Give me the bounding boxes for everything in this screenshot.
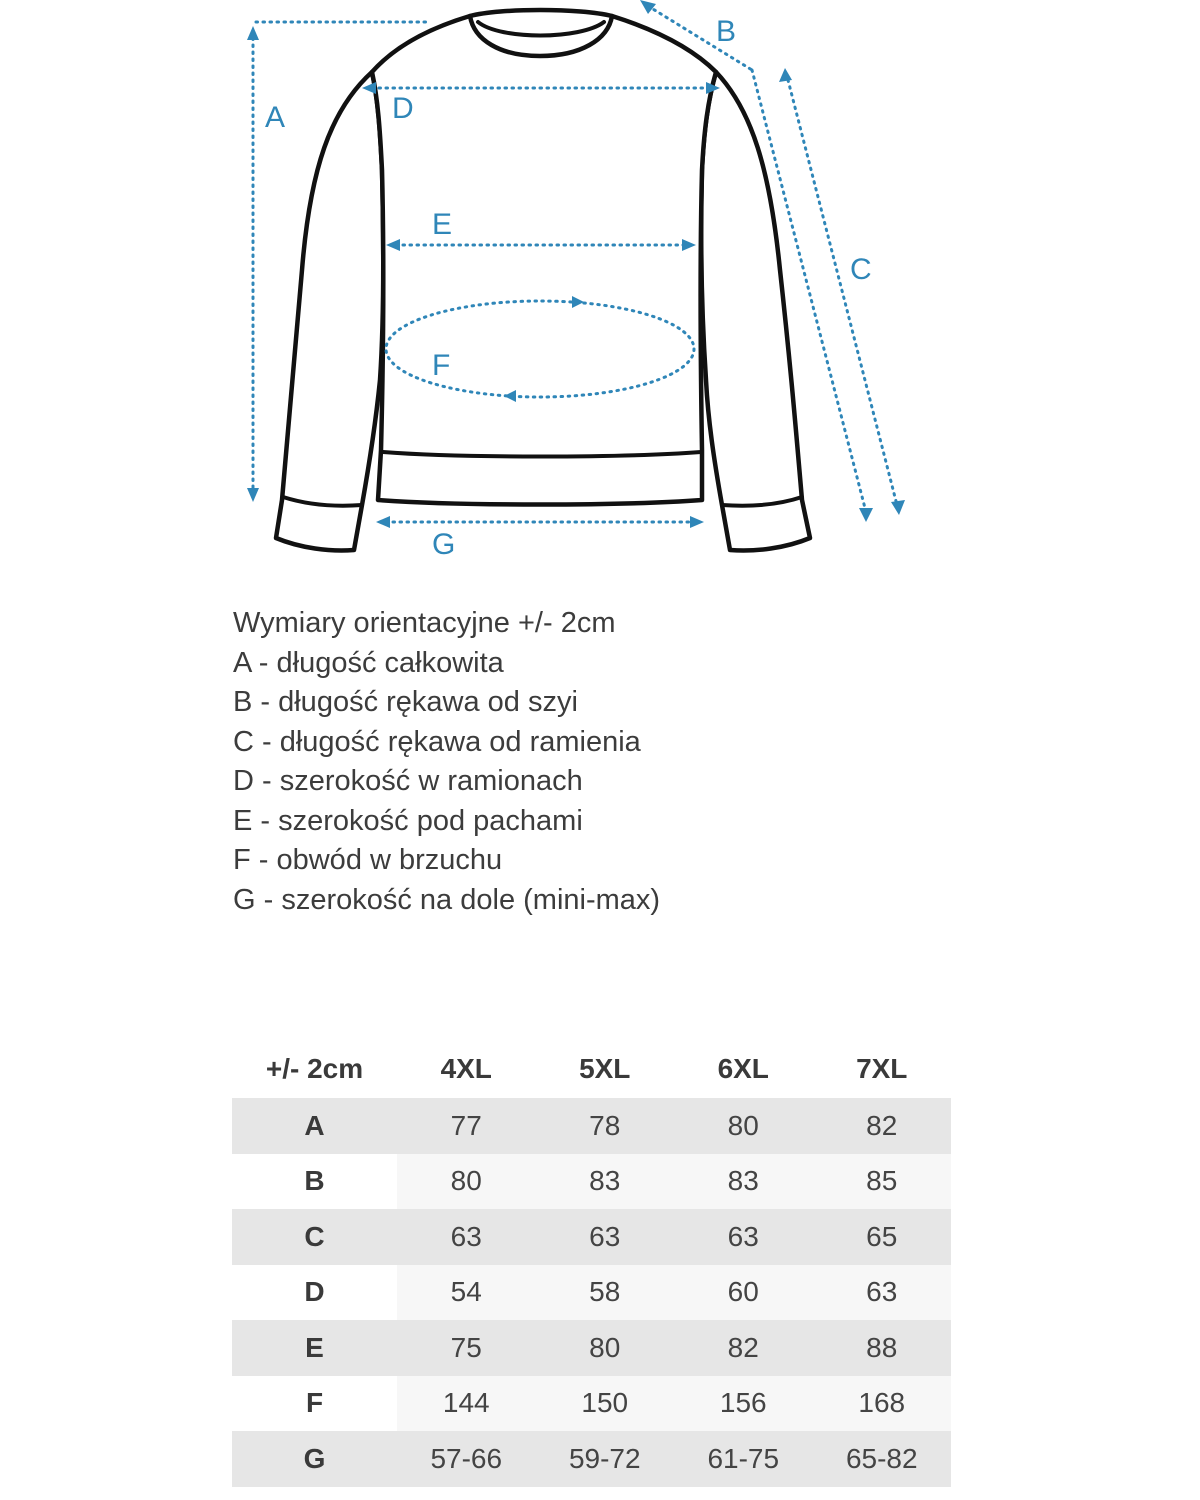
sweater-measurement-diagram: [0, 0, 1200, 580]
table-header-row: [232, 1040, 951, 1098]
row-label: C: [232, 1209, 397, 1265]
row-label: D: [232, 1265, 397, 1321]
table-cell: 85: [813, 1154, 952, 1210]
table-cell: 63: [397, 1209, 536, 1265]
label-f: F: [432, 349, 451, 382]
table-cell: 63: [536, 1209, 675, 1265]
table-row: [232, 1098, 951, 1154]
legend-item-b: B - długość rękawa od szyi: [233, 686, 578, 718]
table-cell: 144: [397, 1376, 536, 1432]
table-cell: 77: [397, 1098, 536, 1154]
table-cell: 82: [813, 1098, 952, 1154]
table-cell: 150: [536, 1376, 675, 1432]
table-cell: 83: [536, 1154, 675, 1210]
table-row: [232, 1320, 951, 1376]
table-row: [232, 1154, 951, 1210]
sweater-body: [372, 16, 716, 505]
table-cell: 65: [813, 1209, 952, 1265]
table-cell: 83: [674, 1154, 813, 1210]
table-cell: 59-72: [536, 1431, 675, 1487]
table-cell: 60: [674, 1265, 813, 1321]
row-label: F: [232, 1376, 397, 1432]
label-d: D: [392, 92, 414, 125]
legend-item-g: G - szerokość na dole (mini-max): [233, 883, 661, 916]
table-cell: 61-75: [674, 1431, 813, 1487]
row-label: G: [232, 1431, 397, 1487]
header-size: 5XL: [579, 1053, 631, 1084]
table-row: [232, 1431, 951, 1487]
sweater-outline: [276, 10, 810, 551]
legend-title: Wymiary orientacyjne +/- 2cm: [233, 607, 616, 639]
row-label: B: [232, 1154, 397, 1210]
table-cell: 80: [536, 1320, 675, 1376]
measure-g: [376, 516, 704, 561]
table-cell: 65-82: [813, 1431, 952, 1487]
row-label: E: [232, 1320, 397, 1376]
header-tolerance: +/- 2cm: [265, 1053, 364, 1084]
size-table: [232, 1040, 951, 1487]
table-cell: 63: [674, 1209, 813, 1265]
legend-item-f: F - obwód w brzuchu: [233, 844, 503, 876]
table-cell: 58: [536, 1265, 675, 1321]
label-b: B: [716, 15, 737, 48]
label-e: E: [432, 208, 453, 241]
legend-item-a: A - długość całkowita: [233, 646, 504, 679]
legend-item-e: E - szerokość pod pachami: [233, 804, 583, 837]
table-cell: 75: [397, 1320, 536, 1376]
measurement-legend: [233, 604, 933, 920]
table-cell: 156: [674, 1376, 813, 1432]
header-size: 4XL: [440, 1053, 492, 1084]
table-cell: 80: [397, 1154, 536, 1210]
table-cell: 82: [674, 1320, 813, 1376]
left-sleeve: [276, 72, 383, 551]
table-row: [232, 1265, 951, 1321]
row-label: A: [232, 1098, 397, 1154]
right-sleeve: [701, 72, 810, 551]
label-a: A: [265, 101, 286, 134]
table-row: [232, 1376, 951, 1432]
table-cell: 63: [813, 1265, 952, 1321]
table-cell: 80: [674, 1098, 813, 1154]
table-cell: 168: [813, 1376, 952, 1432]
table-cell: 78: [536, 1098, 675, 1154]
header-size: 7XL: [856, 1053, 908, 1084]
legend-item-c: C - długość rękawa od ramienia: [233, 725, 641, 758]
label-g: G: [432, 528, 456, 561]
header-size: 6XL: [717, 1053, 769, 1084]
table-cell: 54: [397, 1265, 536, 1321]
table-cell: 88: [813, 1320, 952, 1376]
table-row: [232, 1209, 951, 1265]
label-c: C: [850, 253, 872, 286]
table-cell: 57-66: [397, 1431, 536, 1487]
legend-item-d: D - szerokość w ramionach: [233, 765, 583, 797]
